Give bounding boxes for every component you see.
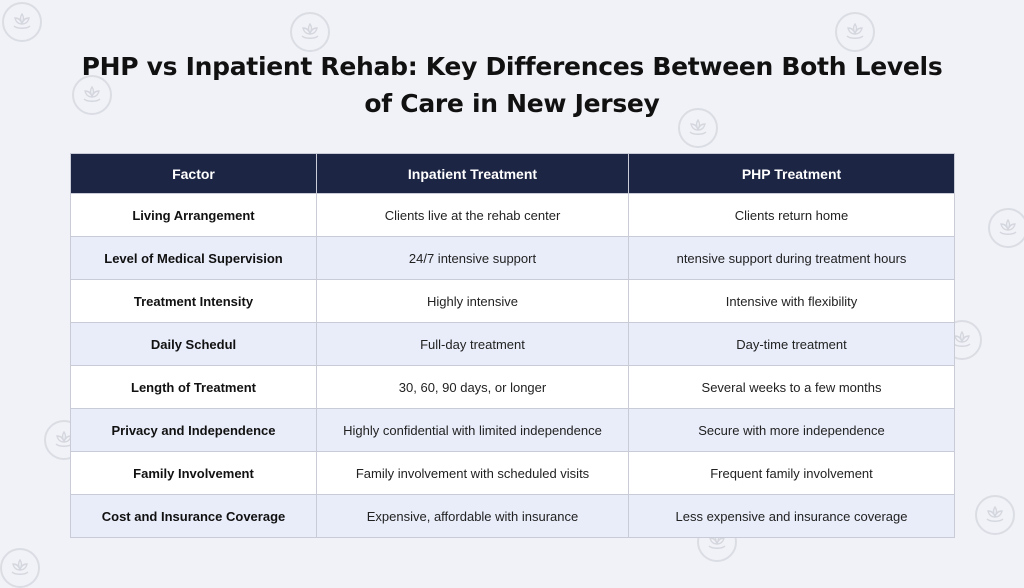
factor-cell: Family Involvement [71,452,317,495]
lotus-hands-logo-icon [835,12,875,52]
php-cell: Several weeks to a few months [629,366,955,409]
comparison-table [70,153,955,538]
table-row [71,452,955,495]
php-cell: Less expensive and insurance coverage [629,495,955,538]
header-inpatient: Inpatient Treatment [317,154,629,194]
factor-cell: Length of Treatment [71,366,317,409]
factor-cell: Cost and Insurance Coverage [71,495,317,538]
php-cell: ntensive support during treatment hours [629,237,955,280]
lotus-hands-logo-icon [988,208,1024,248]
factor-cell: Living Arrangement [71,194,317,237]
lotus-hands-logo-icon [2,2,42,42]
lotus-hands-logo-icon [975,495,1015,535]
inpatient-cell: Full-day treatment [317,323,629,366]
lotus-hands-logo-icon [0,548,40,588]
inpatient-cell: Family involvement with scheduled visits [317,452,629,495]
php-cell: Frequent family involvement [629,452,955,495]
inpatient-cell: Clients live at the rehab center [317,194,629,237]
page-title-line-1: PHP vs Inpatient Rehab: Key Differences Between Both Levels [81,52,943,81]
inpatient-cell: 30, 60, 90 days, or longer [317,366,629,409]
php-cell: Clients return home [629,194,955,237]
factor-cell: Privacy and Independence [71,409,317,452]
factor-cell: Level of Medical Supervision [71,237,317,280]
header-php: PHP Treatment [629,154,955,194]
table-row [71,323,955,366]
table-row [71,495,955,538]
header-factor: Factor [71,154,317,194]
table-header-row [71,154,955,194]
inpatient-cell: Highly intensive [317,280,629,323]
page-title-line-2: of Care in New Jersey [364,89,660,118]
inpatient-cell: 24/7 intensive support [317,237,629,280]
table-row [71,366,955,409]
table-row [71,409,955,452]
factor-cell: Daily Schedul [71,323,317,366]
php-cell: Intensive with flexibility [629,280,955,323]
factor-cell: Treatment Intensity [71,280,317,323]
table-row [71,237,955,280]
lotus-hands-logo-icon [290,12,330,52]
page-title [0,48,1024,122]
table-row [71,280,955,323]
inpatient-cell: Highly confidential with limited independence [317,409,629,452]
table-row [71,194,955,237]
php-cell: Day-time treatment [629,323,955,366]
inpatient-cell: Expensive, affordable with insurance [317,495,629,538]
php-cell: Secure with more independence [629,409,955,452]
